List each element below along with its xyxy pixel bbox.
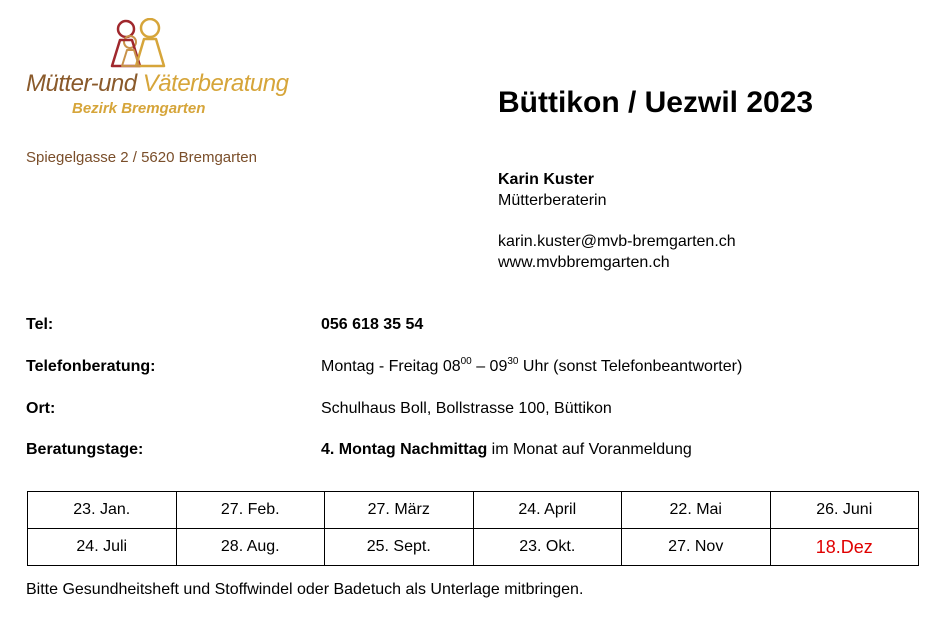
place-label: Ort: (26, 400, 56, 417)
date-cell: 24. Juli (28, 529, 177, 566)
date-cell: 22. Mai (622, 492, 771, 529)
contact-email[interactable]: karin.kuster@mvb-bremgarten.ch (498, 233, 736, 250)
date-cell: 26. Juni (770, 492, 919, 529)
phone-consult-value: Montag - Freitag $08^{00} - 09^{30}$ Uhr (sonst Telefonbeantworter) (321, 356, 743, 375)
date-cell: 27. Nov (622, 529, 771, 566)
address: Spiegelgasse 2 / 5620 Bremgarten (26, 149, 257, 166)
date-cell: 24. April (473, 492, 622, 529)
place-value: Schulhaus Boll, Bollstrasse 100, Büttikon (321, 400, 612, 417)
footer-note: Bitte Gesundheitsheft und Stoffwindel oder Badetuch als Unterlage mitbringen. (26, 581, 584, 598)
date-cell: 25. Sept. (325, 529, 474, 566)
contact-role: Mütterberaterin (498, 192, 607, 209)
consult-days-label: Beratungstage: (26, 441, 144, 458)
table-row (28, 529, 919, 566)
date-cell: 23. Okt. (473, 529, 622, 566)
date-cell: 27. Feb. (176, 492, 325, 529)
phone-consult-label: Telefonberatung: (26, 358, 156, 375)
logo-figures-icon (106, 18, 170, 70)
contact-website[interactable]: www.mvbbremgarten.ch (498, 254, 670, 271)
dates-table (27, 491, 919, 566)
date-cell: 28. Aug. (176, 529, 325, 566)
contact-block (498, 169, 736, 273)
page-title: Büttikon / Uezwil 2023 (498, 86, 814, 119)
contact-name: Karin Kuster (498, 171, 595, 188)
date-cell: 23. Jan. (28, 492, 177, 529)
logo-wordmark: Mütter-und Väterberatung (26, 70, 289, 97)
date-cell-highlight: 18.Dez (770, 529, 919, 566)
logo-subtitle: Bezirk Bremgarten (72, 100, 206, 117)
table-row (28, 492, 919, 529)
date-cell: 27. März (325, 492, 474, 529)
tel-label: Tel: (26, 316, 54, 333)
tel-value: 056 618 35 54 (321, 316, 424, 333)
consult-days-value: 4. Montag Nachmittag im Monat auf Voranmeldung (321, 441, 692, 458)
